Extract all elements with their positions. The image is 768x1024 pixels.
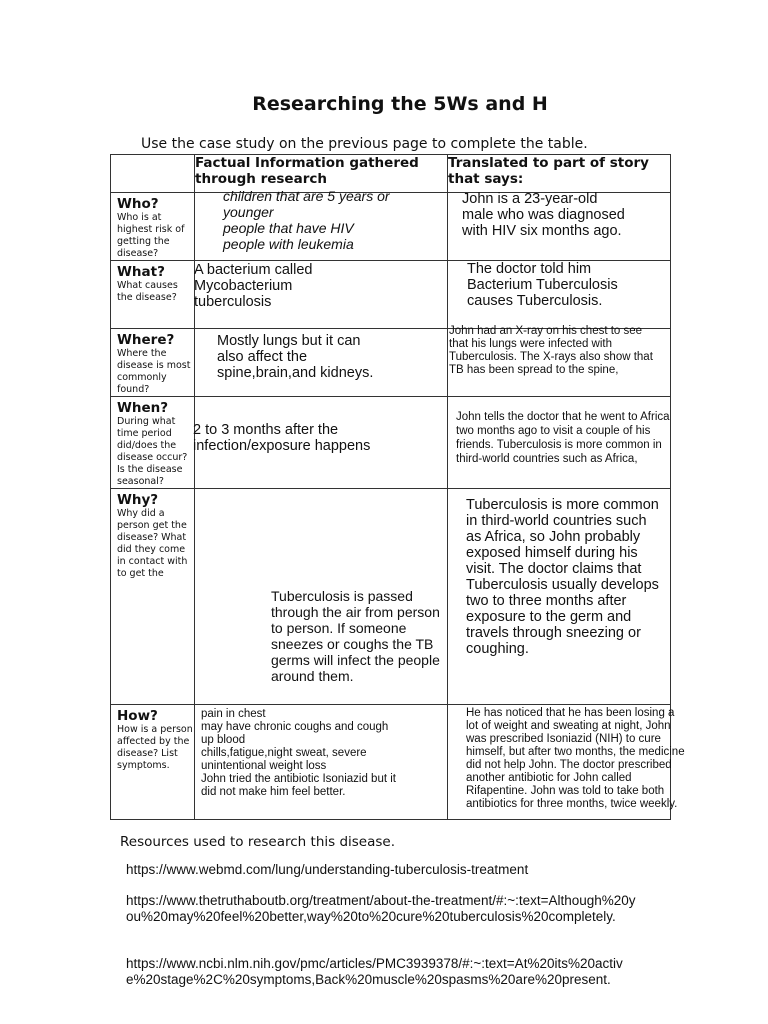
facts-text: pain in chest may have chronic coughs and cough up blood chills,fatigue,night sweat, severe unintentional weight loss John tried the antibiotic Isoniazid but it did not make him feel better. — [201, 708, 396, 798]
question-prompt: What causes the disease? — [117, 280, 178, 303]
story-text: John had an X-ray on his chest to see that his lungs were infected with Tuberculosis. The X-rays also show that TB has been spread to the spine, — [449, 325, 653, 376]
row-who — [111, 193, 671, 261]
story-cell — [448, 705, 685, 820]
research-table — [110, 154, 685, 820]
row-where — [111, 329, 671, 397]
story-cell — [448, 397, 671, 489]
story-cell — [448, 261, 671, 329]
question-cell — [111, 397, 195, 489]
row-when — [111, 397, 671, 489]
question-cell — [111, 489, 195, 705]
facts-text: children that are 5 years or younger people that have HIV people with leukemia — [223, 188, 390, 252]
facts-text: A bacterium called Mycobacterium tuberculosis — [194, 262, 313, 310]
story-cell — [448, 193, 671, 261]
instructions: Use the case study on the previous page to complete the table. — [141, 136, 588, 152]
question-label: Where? — [117, 332, 175, 348]
facts-text: Mostly lungs but it can also affect the spine,brain,and kidneys. — [217, 333, 374, 381]
question-prompt: Who is at highest risk of getting the disease? — [117, 212, 185, 259]
header-story: Translated to part of story that says: — [448, 155, 671, 193]
facts-cell — [195, 705, 448, 820]
resource-link[interactable]: https://www.thetruthaboutb.org/treatment/about-the-treatment/#:~:text=Although%20you%20may%20feel%20better,way%20to%20cure%20tuberculosis%20completely. — [126, 893, 636, 924]
row-how — [111, 705, 671, 820]
facts-cell — [195, 489, 448, 705]
question-label: Why? — [117, 492, 159, 508]
facts-cell — [195, 261, 448, 329]
resource-link[interactable]: https://www.ncbi.nlm.nih.gov/pmc/articles/PMC3939378/#:~:text=At%20its%20active%20stage%2C%20symptoms,Back%20muscle%20spasms%20are%20present. — [126, 956, 623, 987]
story-cell — [448, 489, 671, 705]
story-text: The doctor told him Bacterium Tuberculosis causes Tuberculosis. — [467, 261, 618, 309]
question-label: When? — [117, 400, 169, 416]
question-cell — [111, 705, 195, 820]
resource-link[interactable]: https://www.webmd.com/lung/understanding-tuberculosis-treatment — [126, 862, 529, 877]
question-label: Who? — [117, 196, 159, 212]
question-prompt: During what time period did/does the disease occur? Is the disease seasonal? — [117, 416, 188, 487]
question-prompt: Why did a person get the disease? What did they come in contact with to get the — [117, 508, 188, 579]
story-text: He has noticed that he has been losing a lot of weight and sweating at night, John was prescribed Isoniazid (NIH) to cure himself, but after two months, the medicine did not help John. The doctor prescribed another antibiotic for John called Rifapentine. John was told to take both antibiotics for three months, twice weekly. — [466, 707, 685, 810]
facts-cell — [195, 188, 448, 261]
facts-cell — [195, 397, 448, 489]
question-label: How? — [117, 708, 158, 724]
facts-text: 2 to 3 months after the infection/exposure happens — [193, 422, 371, 454]
question-cell — [111, 261, 195, 329]
facts-text: Tuberculosis is passed through the air from person to person. If someone sneezes or coughs the TB germs will infect the people around them. — [271, 588, 440, 684]
question-label: What? — [117, 264, 165, 280]
header-facts: Factual Information gathered through research — [195, 155, 448, 193]
question-cell — [111, 329, 195, 397]
header-row — [111, 155, 671, 193]
question-prompt: Where the disease is most commonly found? — [117, 348, 191, 395]
question-prompt: How is a person affected by the disease? List symptoms. — [117, 724, 193, 771]
header-empty-cell — [111, 155, 195, 193]
story-text: Tuberculosis is more common in third-world countries such as Africa, so John probably exposed himself during his visit. The doctor claims that Tuberculosis usually develops two to three months after exposure to the germ and travels through sneezing or coughing. — [466, 497, 659, 657]
story-text: John tells the doctor that he went to Africa two months ago to visit a couple of his friends. Tuberculosis is more common in third-world countries such as Africa, — [456, 411, 670, 465]
facts-cell — [195, 329, 448, 397]
row-why — [111, 489, 671, 705]
row-what — [111, 261, 671, 329]
page-title: Researching the 5Ws and H — [252, 93, 548, 115]
resources-title: Resources used to research this disease. — [120, 834, 396, 850]
story-cell — [448, 325, 671, 397]
story-text: John is a 23-year-old male who was diagnosed with HIV six months ago. — [462, 191, 625, 239]
question-cell — [111, 193, 195, 261]
